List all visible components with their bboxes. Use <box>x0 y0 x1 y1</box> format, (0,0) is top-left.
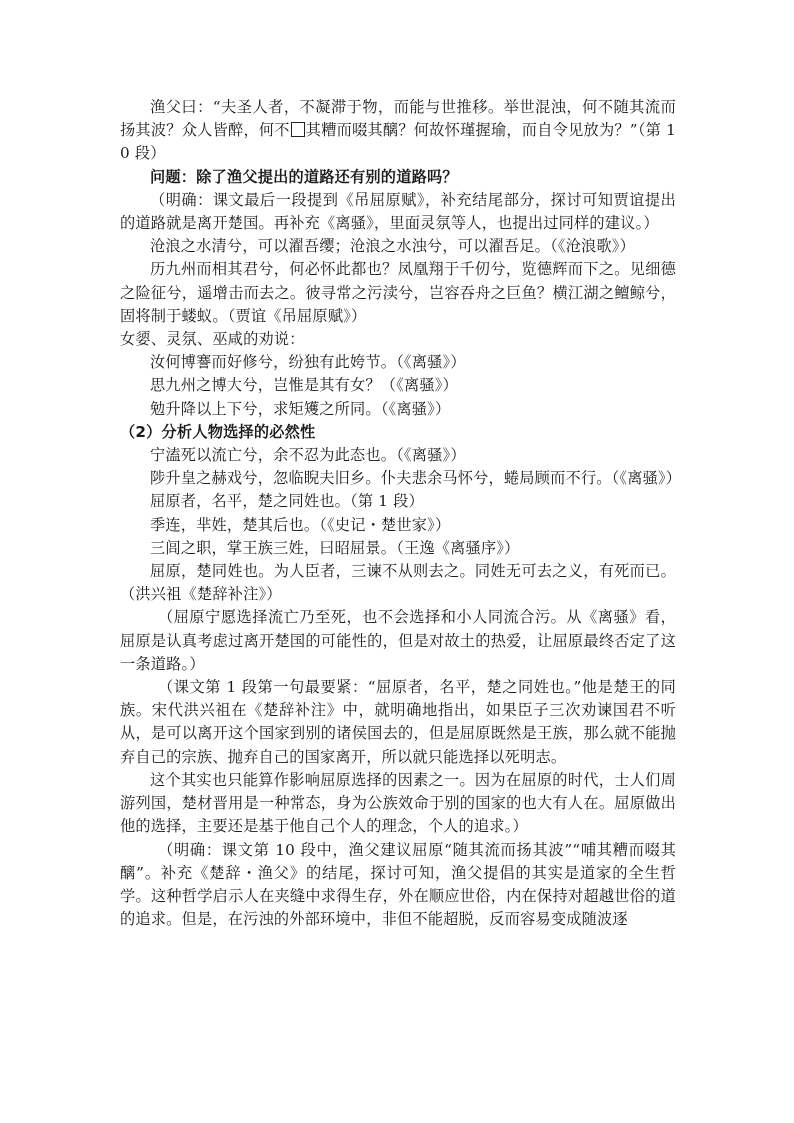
hongxingzu-quote: 屈原，楚同姓也。为人臣者，三谏不从则去之。同姓无可去之义，有死而已。（洪兴祖《楚辞补注》） <box>120 562 676 604</box>
missing-character-box <box>291 122 305 137</box>
yufu-quote-paragraph <box>120 96 676 166</box>
analysis-paragraph-1: （屈原宁愿选择流亡乃至死，也不会选择和小人同流合污。从《离骚》看，屈原是认真考虑过离开楚国的可能性的，但是对故土的热爱，让屈原最终否定了这一条道路。） <box>120 608 676 673</box>
advice-intro: 女媭、灵氛、巫咸的劝说： <box>120 330 305 349</box>
lisao-quote-4: 宁溘死以流亡兮，余不忍为此态也。（《离骚》） <box>150 446 466 465</box>
lisao-quote-3: 勉升降以上下兮，求矩矱之所同。（《离骚》） <box>150 399 451 418</box>
analysis-paragraph-2: （课文第 1 段第一句最要紧：“屈原者，名平，楚之同姓也。”他是楚王的同族。宋代洪兴祖在《楚辞补注》中，就明确地指出，如果臣子三次劝谏国君不听从，是可以离开这个国家到别的诸侯国去的，但是屈原既然是王族，那么就不能抛弃自己的宗族、抛弃自己的国家离开，所以就只能选择以死明志。 <box>120 678 676 766</box>
document-page <box>120 96 682 931</box>
analysis-paragraph-4: （明确：课文第 10 段中，渔父建议屈原“随其流而扬其波”“哺其糟而啜其醨”。补充《楚辞・渔父》的结尾，探讨可知，渔父提倡的其实是道家的全生哲学。这种哲学启示人在夹缝中求得生存，外在顺应世俗，内在保持对超越世俗的道的追求。但是，在污浊的外部环境中，非但不能超脱，反而容易变成随波逐 <box>120 840 676 929</box>
yufu-quote-part1: 渔父曰：“夫圣人者，不凝滞于物，而能与世推移。举世混浊，何不随其流而扬其波？众人皆醉，何不 <box>120 98 676 140</box>
analysis-paragraph-3: 这个其实也只能算作影响屈原选择的因素之一。因为在屈原的时代，士人们周游列国，楚材晋用是一种常态，身为公族效命于别的国家的也大有人在。屈原做出他的选择，主要还是基于他自己个人的理念，个人的追求。） <box>120 770 676 836</box>
lisao-quote-5: 陟升皇之赫戏兮，忽临睨夫旧乡。仆夫悲余马怀兮，蜷局顾而不行。（《离骚》） <box>150 469 682 488</box>
canglang-song-quote: 沧浪之水清兮，可以濯吾缨；沧浪之水浊兮，可以濯吾足。（《沧浪歌》） <box>150 237 635 256</box>
lisao-quote-1: 汝何博謇而好修兮，纷独有此姱节。（《离骚》） <box>150 353 466 372</box>
shiji-quote: 季连，芈姓，楚其后也。（《史记・楚世家》） <box>150 515 451 534</box>
section-heading-2: （2）分析人物选择的必然性 <box>120 422 316 441</box>
lisao-quote-2: 思九州之博大兮，岂惟是其有女？（《离骚》） <box>150 376 458 395</box>
text-paragraph-1-quote: 屈原者，名平，楚之同姓也。（第 1 段） <box>150 492 424 511</box>
clarification-paragraph-1: （明确：课文最后一段提到《吊屈原赋》，补充结尾部分，探讨可知贾谊提出的道路就是离开楚国。再补充《离骚》，里面灵氛等人，也提出过同样的建议。） <box>120 190 676 233</box>
question-heading: 问题：除了渔父提出的道路还有别的道路吗？ <box>150 167 458 186</box>
wangyi-quote: 三闾之职，掌王族三姓，曰昭屈景。（王逸《离骚序》） <box>150 538 520 557</box>
yufu-quote-part2: 其糟而啜其醨？何故怀瑾握瑜，而自令见放为？”（第 10 段） <box>120 121 676 163</box>
diao-quyuan-fu-quote: 历九州而相其君兮，何必怀此都也？凤凰翔于千仞兮，览德辉而下之。见细德之险征兮，遥增击而去之。彼寻常之污渎兮，岂容吞舟之巨鱼？横江湖之鳣鲸兮，固将制于蝼蚁。（贾谊《吊屈原赋》） <box>120 260 676 325</box>
